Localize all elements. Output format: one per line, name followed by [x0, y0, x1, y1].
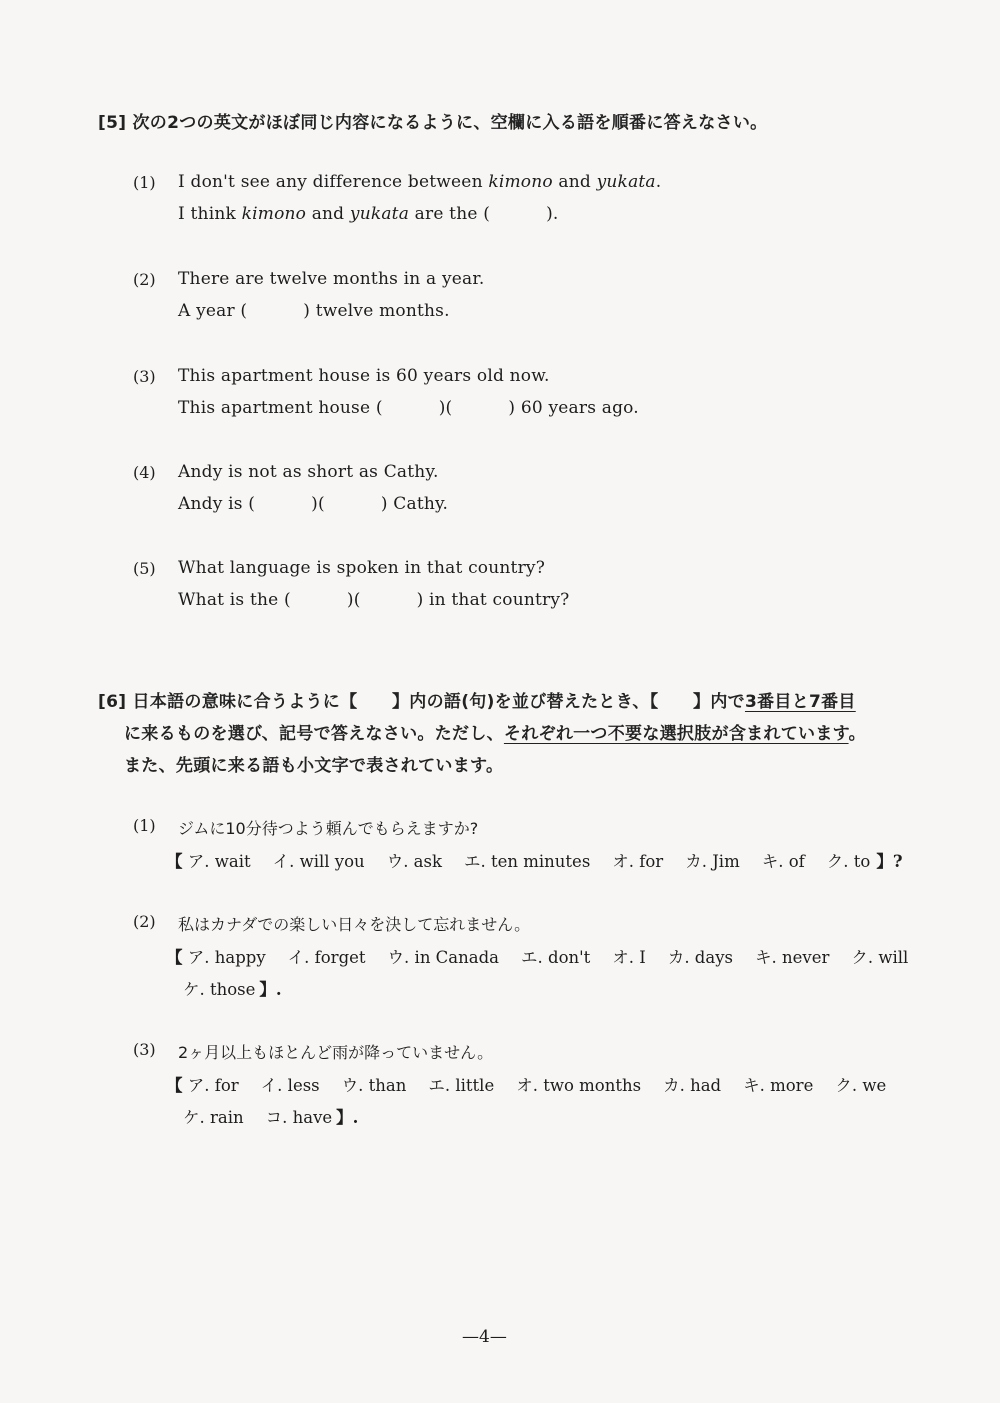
s6-q1-options	[166, 848, 903, 872]
s6-q3-option: ウ. than	[341, 1076, 407, 1095]
s5-q3-line1: This apartment house is 60 years old now.	[178, 366, 550, 386]
s6-q1-option: エ. ten minutes	[463, 852, 591, 871]
s5-q3-number: (3)	[133, 367, 156, 386]
s6-q1-option: ウ. ask	[386, 852, 442, 871]
s6-q3-option: ア. for	[187, 1076, 239, 1095]
section-6-label: [6]	[98, 692, 127, 712]
section-6-instruction-part2: に来るものを選び、記号で答えなさい。ただし、	[124, 724, 504, 744]
s6-q1-close-bracket: 】?	[876, 852, 903, 871]
s6-q2-japanese: 私はカナダでの楽しい日々を決して忘れません。	[178, 915, 531, 934]
s6-q1-option: カ. Jim	[685, 852, 740, 871]
s6-q2-option: ア. happy	[187, 948, 266, 967]
s5-q1-period: .	[655, 172, 662, 192]
s6-q2-open-bracket: 【	[166, 948, 183, 967]
s6-q1-number: (1)	[133, 816, 156, 835]
s5-q5-line2: What is the ( )( ) in that country?	[178, 590, 570, 610]
s6-q3-option: ケ. rain	[183, 1108, 244, 1127]
s5-q1-line2-blank: are the ( ).	[414, 204, 559, 224]
s6-q3-number: (3)	[133, 1040, 156, 1059]
s6-q1-open-bracket: 【	[166, 852, 183, 871]
s6-q1-option: オ. for	[612, 852, 664, 871]
s5-q1-line2	[178, 204, 559, 224]
s6-q2-option: ク. will	[851, 948, 909, 967]
s6-q2-option: カ. days	[667, 948, 733, 967]
s6-q2-option: イ. forget	[287, 948, 366, 967]
s5-q4-line2: Andy is ( )( ) Cathy.	[178, 494, 449, 514]
s5-q1-word-kimono: kimono	[488, 172, 553, 192]
section-6-instruction-part1: 日本語の意味に合うように【 】内の語(句)を並び替えたとき、【 】内で	[132, 692, 745, 712]
s6-q1-option: イ. will you	[272, 852, 365, 871]
section-6-underlined-order: 3番目と7番目	[744, 692, 856, 712]
s6-q3-option: ク. we	[835, 1076, 887, 1095]
section-5-heading	[98, 108, 767, 133]
s6-q3-option: コ. have	[265, 1108, 333, 1127]
s6-q3-option: イ. less	[260, 1076, 320, 1095]
s6-q3-japanese: 2ヶ月以上もほとんど雨が降っていません。	[178, 1043, 494, 1062]
s5-q1-line2-kimono: kimono	[241, 204, 307, 224]
page-number: —4—	[462, 1327, 507, 1347]
s6-q2-option: ケ. those	[183, 980, 256, 999]
s6-q3-option: オ. two months	[516, 1076, 642, 1095]
s5-q2-line1: There are twelve months in a year.	[178, 269, 485, 289]
s6-q3-option: エ. little	[428, 1076, 495, 1095]
section-6-underlined-note: それぞれ一つ不要な選択肢が含まれています	[503, 724, 849, 744]
s6-q2-option: ウ. in Canada	[387, 948, 500, 967]
s5-q1-word-and: and	[558, 172, 591, 192]
s6-q2-option: キ. never	[755, 948, 830, 967]
section-5-instruction: 次の2つの英文がほぼ同じ内容になるように、空欄に入る語を順番に答えなさい。	[132, 113, 768, 133]
section-6-period: 。	[848, 724, 866, 744]
s5-q4-line1: Andy is not as short as Cathy.	[178, 462, 439, 482]
s6-q1-option: キ. of	[761, 852, 805, 871]
s5-q2-number: (2)	[133, 270, 156, 289]
s6-q3-options-line2	[183, 1104, 358, 1128]
s5-q1-line2-and: and	[311, 204, 345, 224]
s6-q3-close-bracket: 】.	[336, 1108, 359, 1127]
s5-q1-line2-yukata: yukata	[349, 204, 410, 224]
section-5-label: [5]	[98, 113, 127, 133]
s6-q1-option: ク. to	[826, 852, 871, 871]
s6-q2-option: エ. don't	[521, 948, 591, 967]
section-6-heading-line3: また、先頭に来る語も小文字で表されています。	[124, 756, 504, 776]
s5-q1-word-yukata: yukata	[596, 172, 656, 192]
s6-q3-open-bracket: 【	[166, 1076, 183, 1095]
s6-q1-japanese: ジムに10分待つよう頼んでもらえますか?	[178, 819, 479, 838]
s5-q3-line2: This apartment house ( )( ) 60 years ago.	[178, 398, 639, 418]
s5-q5-number: (5)	[133, 559, 156, 578]
s5-q1-line1	[178, 172, 661, 192]
s5-q1-line2-text: I think	[178, 204, 236, 224]
s6-q1-option: ア. wait	[187, 852, 251, 871]
s6-q3-option: キ. more	[743, 1076, 814, 1095]
section-6-heading-line2	[124, 719, 866, 744]
s6-q2-options-line2	[183, 976, 282, 1000]
section-6-heading-line1	[98, 687, 856, 712]
s5-q1-number: (1)	[133, 173, 156, 192]
s6-q3-options-line1	[166, 1072, 886, 1096]
s6-q2-number: (2)	[133, 912, 156, 931]
s5-q2-line2: A year ( ) twelve months.	[178, 301, 450, 321]
s6-q2-close-bracket: 】.	[259, 980, 282, 999]
s5-q5-line1: What language is spoken in that country?	[178, 558, 546, 578]
s6-q2-options-line1	[166, 944, 908, 968]
s6-q3-option: カ. had	[663, 1076, 722, 1095]
s5-q1-line1-text: I don't see any difference between	[178, 172, 483, 192]
s5-q4-number: (4)	[133, 463, 156, 482]
s6-q2-option: オ. I	[612, 948, 646, 967]
